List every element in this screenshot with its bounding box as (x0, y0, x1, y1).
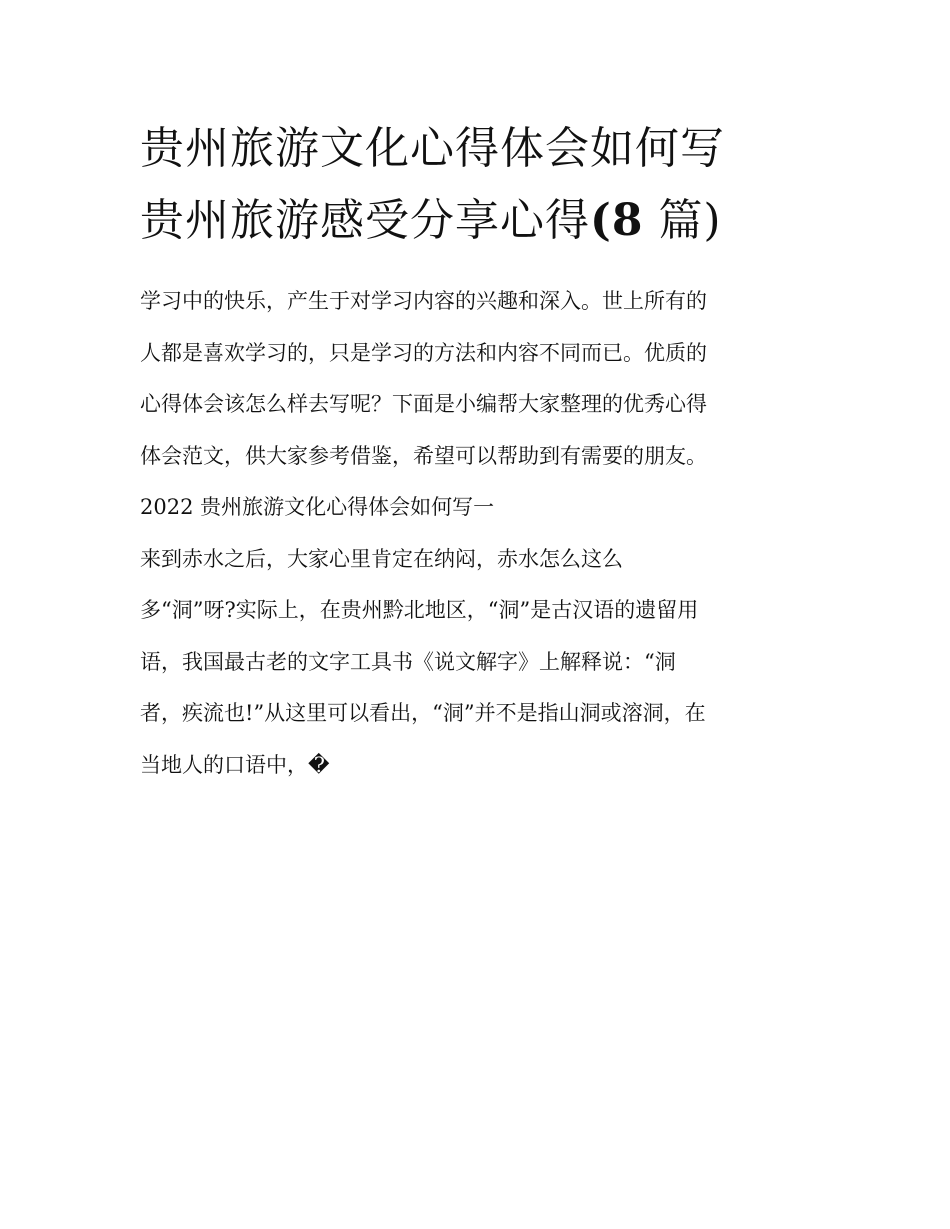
body-line: 者，疾流也!”从这里可以看出，“洞”并不是指山洞或溶洞，在 (140, 701, 706, 725)
section-heading: 2022 贵州旅游文化心得体会如何写一 (140, 495, 495, 519)
document-body (140, 276, 820, 791)
title-count-unit: 篇) (658, 195, 722, 246)
body-line: 人都是喜欢学习的，只是学习的方法和内容不同而已。优质的 (140, 340, 707, 365)
body-line: 心得体会该怎么样去写呢？下面是小编帮大家整理的优秀心得 (140, 392, 707, 416)
body-line: 学习中的快乐，产生于对学习内容的兴趣和深入。世上所有的 (140, 289, 707, 313)
title-count-number: (8 (590, 195, 644, 246)
title-line-2 (140, 185, 840, 257)
body-line: 语，我国最古老的文字工具书《说文解字》上解释说：“洞 (140, 649, 676, 674)
body-line: 体会范文，供大家参考借鉴，希望可以帮助到有需要的朋友。 (140, 443, 707, 468)
title-line-1: 贵州旅游文化心得体会如何写 (140, 123, 725, 174)
body-line: 多“洞”呀?实际上，在贵州黔北地区，“洞”是古汉语的遗留用 (140, 598, 699, 622)
body-line: 当地人的口语中，� (140, 752, 330, 777)
body-line: 来到赤水之后，大家心里肯定在纳闷，赤水怎么这么 (140, 546, 623, 571)
title-line-2-text: 贵州旅游感受分享心得 (140, 195, 590, 246)
document-title (140, 113, 840, 257)
